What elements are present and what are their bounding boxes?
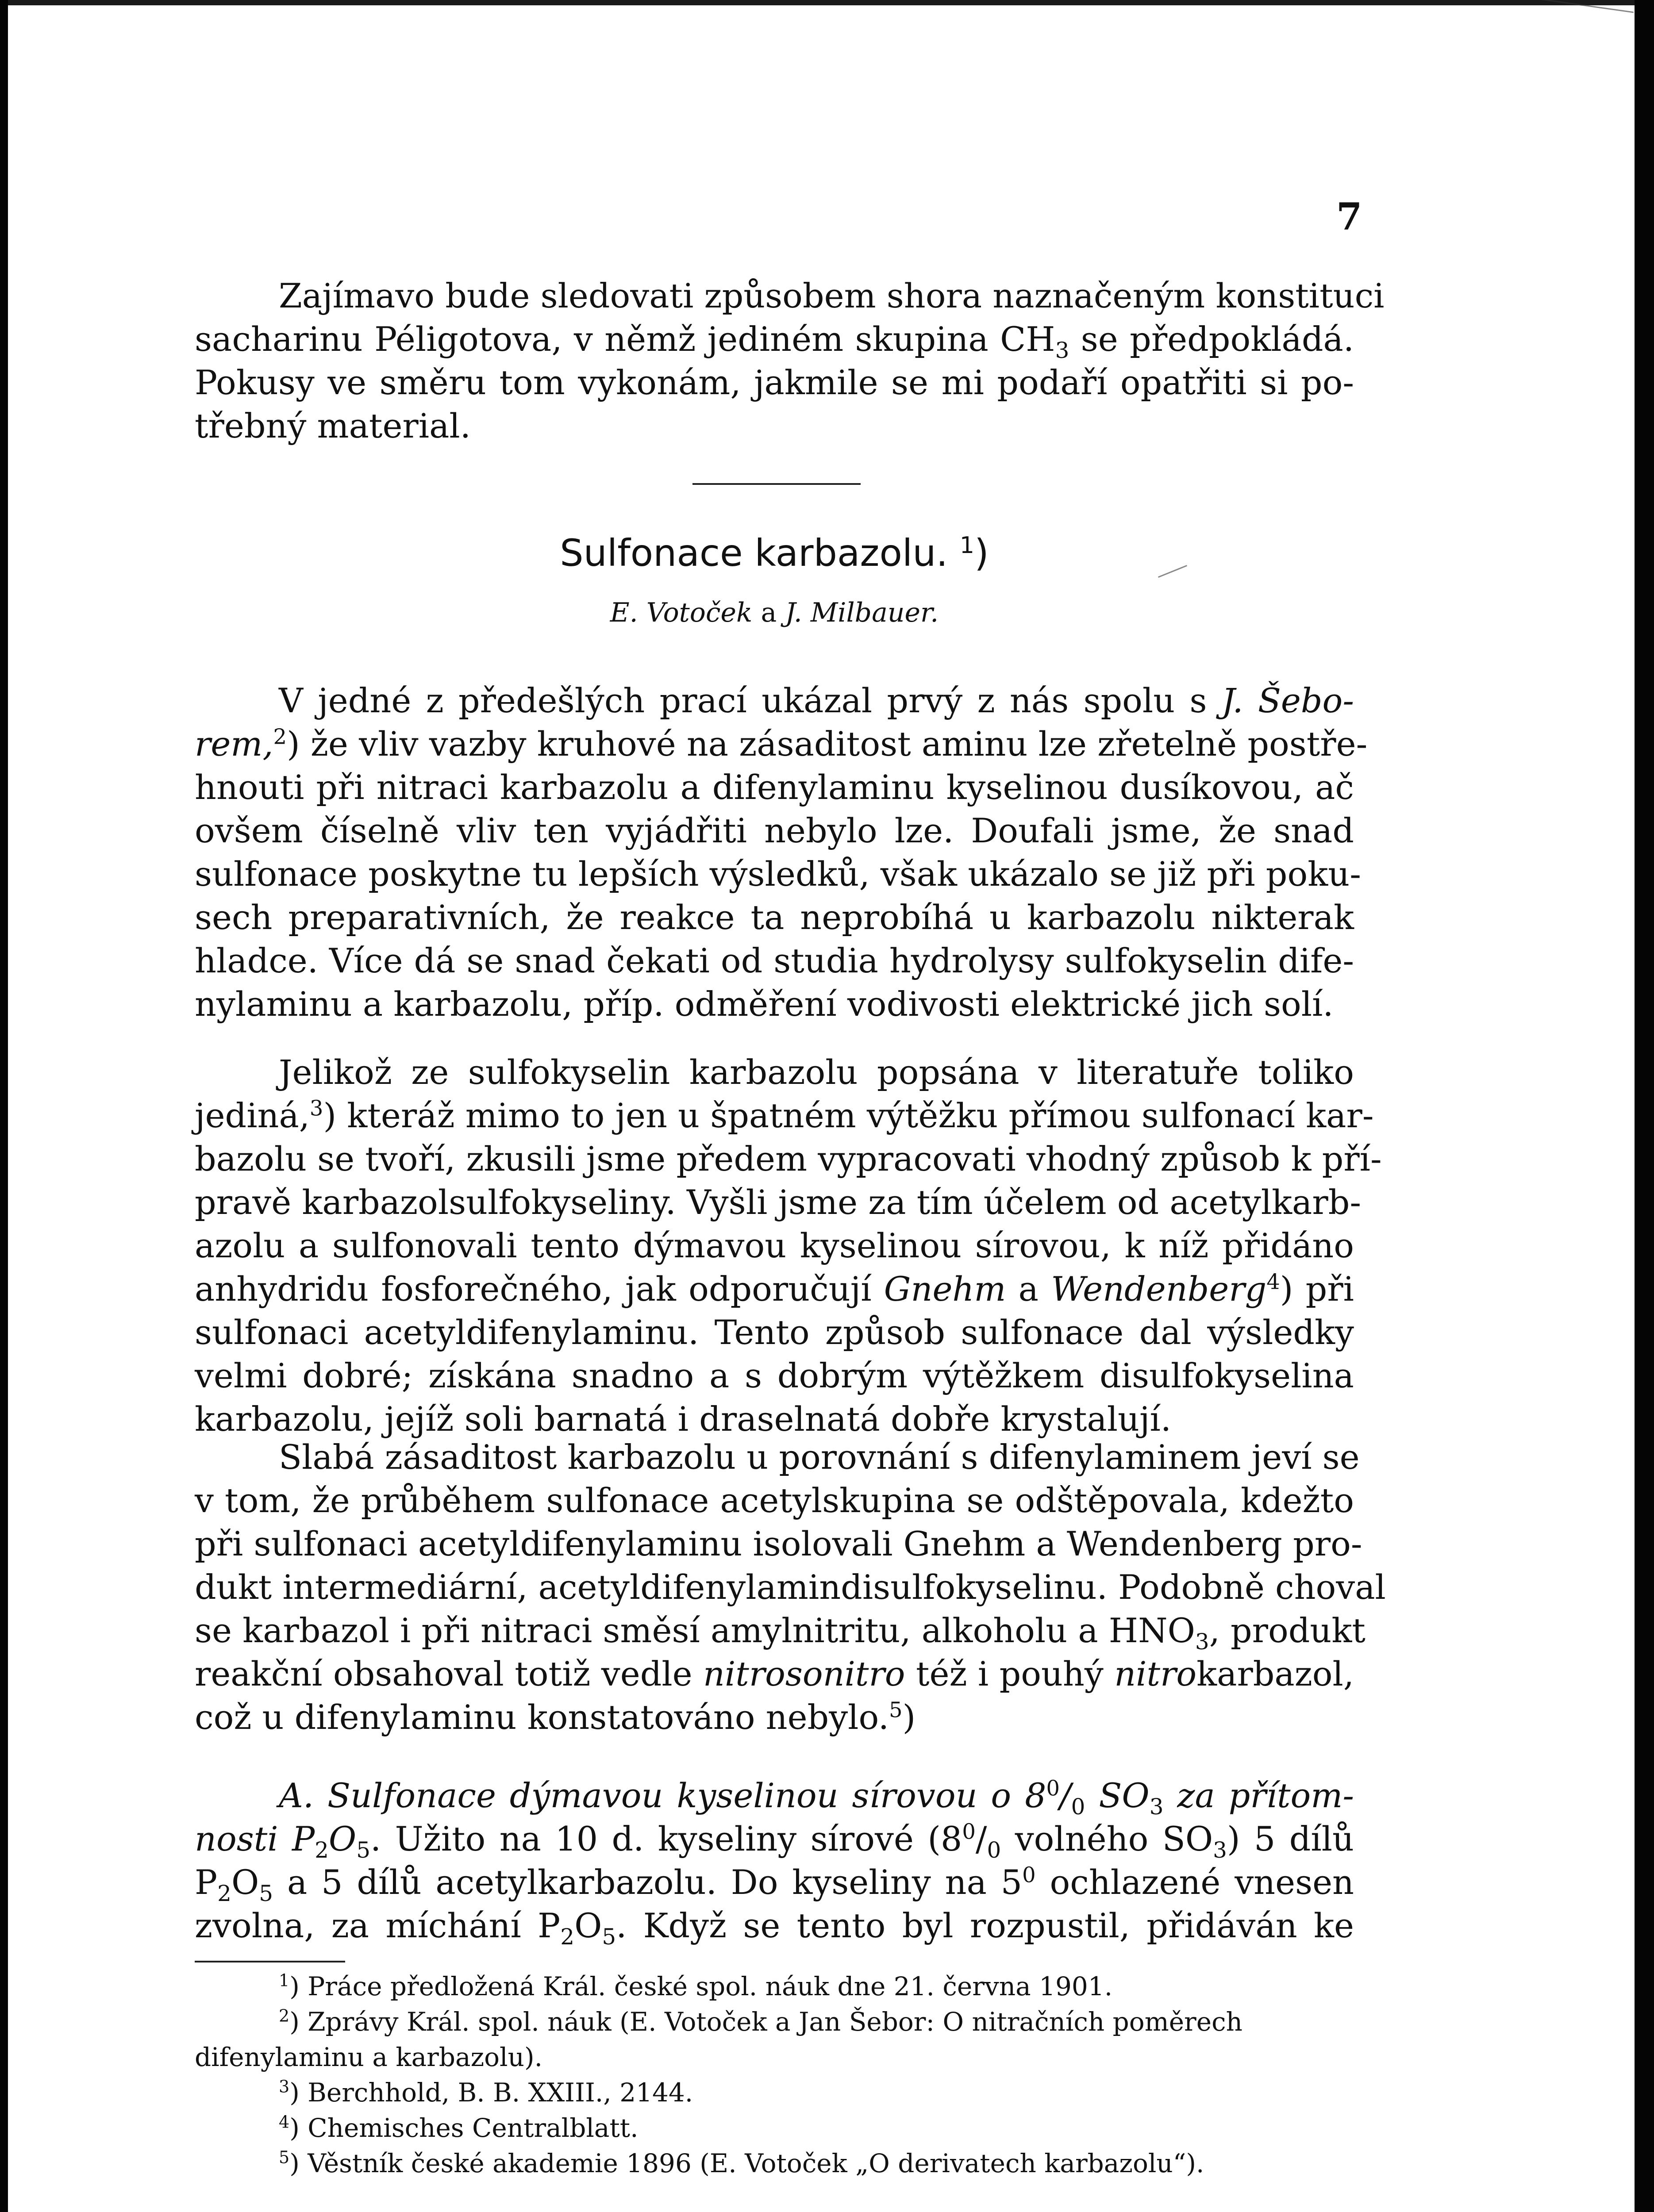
text-line: A. Sulfonace dýmavou kyselinou sírovou o $8^0/_0$ $SO_3$ za přítom- xyxy=(279,1776,1354,1820)
footnote: $^5$) Věstník české akademie 1896 (E. Votoček „O derivatech karbazolu“). xyxy=(279,2147,1204,2178)
text-line: nosti $P_2O_5$. Užito na 10 d. kyseliny sírové ($8^0/_0$ volného $SO_3$) 5 dílů xyxy=(195,1819,1354,1863)
scan-edge-left xyxy=(0,0,8,2212)
text-line: nylaminu a karbazolu, příp. odměření vodivosti elektrické jich solí. xyxy=(195,984,1334,1024)
authors-line: E. Votoček a J. Milbauer. xyxy=(610,597,939,628)
text-line: hnouti při nitraci karbazolu a difenylaminu kyselinou dusíkovou, ač xyxy=(195,768,1354,807)
footnote-continuation: difenylaminu a karbazolu). xyxy=(195,2042,543,2072)
text-line: karbazolu, jejíž soli barnatá i draselnatá dobře krystalují. xyxy=(195,1399,1172,1439)
text-line: jediná,$^3$) kteráž mimo to jen u špatném výtěžku přímou sulfonací kar- xyxy=(195,1096,1374,1135)
text-line: sech preparativních, že reakce ta neprobíhá u karbazolu nikterak xyxy=(195,898,1354,937)
footnote-divider xyxy=(195,1961,345,1962)
text-line: ovšem číselně vliv ten vyjádřiti nebylo lze. Doufali jsme, že snad xyxy=(195,811,1354,850)
section-divider xyxy=(692,483,861,485)
text-line: Zajímavo bude sledovati způsobem shora naznačeným konstituci xyxy=(279,276,1385,315)
text-line: zvolna, za míchání $P_2O_5$. Když se tento byl rozpustil, přidáván ke xyxy=(195,1906,1354,1950)
text-line: azolu a sulfonovali tento dýmavou kyselinou sírovou, k níž přidáno xyxy=(195,1226,1354,1265)
text-line: pravě karbazolsulfokyseliny. Vyšli jsme za tím účelem od acetylkarb- xyxy=(195,1183,1362,1222)
footnote: $^2$) Zprávy Král. spol. náuk (E. Votoček a Jan Šebor: O nitračních poměrech xyxy=(279,2006,1242,2037)
footnote: $^1$) Práce předložená Král. české spol. náuk dne 21. června 1901. xyxy=(279,1970,1113,2001)
author-name: E. Votoček xyxy=(610,597,753,628)
text-line: $P_2O_5$ a 5 dílů acetylkarbazolu. Do kyseliny na $5^0$ ochlazené vnesen xyxy=(195,1863,1354,1907)
paragraph xyxy=(195,1436,1386,1739)
footnote: $^3$) Berchhold, B. B. XXIII., 2144. xyxy=(279,2077,693,2108)
text-line: Jelikož ze sulfokyselin karbazolu popsána v literatuře toliko xyxy=(279,1052,1354,1092)
footnote: $^4$) Chemisches Centralblatt. xyxy=(279,2112,639,2143)
text-line: rem,$^2$) že vliv vazby kruhové na zásaditost aminu lze zřetelně postře- xyxy=(195,724,1368,764)
section-title: Sulfonace karbazolu. $^1$) xyxy=(560,531,989,575)
text-line: což u difenylaminu konstatováno nebylo.$^5$) xyxy=(195,1697,916,1737)
text-line: dukt intermediární, acetyldifenylamindisulfokyselinu. Podobně choval xyxy=(195,1567,1386,1607)
footnotes xyxy=(195,1969,1354,2181)
scan-edge-top xyxy=(0,0,1654,5)
text-line: V jedné z předešlých prací ukázal prvý z nás spolu s J. Šebo- xyxy=(279,681,1354,720)
text-line: bazolu se tvoří, zkusili jsme předem vypracovati vhodný způsob k pří- xyxy=(195,1139,1382,1179)
text-line: třebný material. xyxy=(195,406,471,445)
text-line: sulfonaci acetyldifenylaminu. Tento způsob sulfonace dal výsledky xyxy=(195,1313,1354,1352)
author-name: J. Milbauer. xyxy=(785,597,939,628)
scan-edge-right xyxy=(1635,0,1654,2212)
text-line: hladce. Více dá se snad čekati od studia hydrolysy sulfokyselin dife- xyxy=(195,941,1354,980)
intro-paragraph xyxy=(195,274,1385,448)
text-line: Pokusy ve směru tom vykonám, jakmile se mi podaří opatřiti si po- xyxy=(195,363,1354,402)
paragraph xyxy=(195,679,1368,1026)
text-line: při sulfonaci acetyldifenylaminu isolovali Gnehm a Wendenberg pro- xyxy=(195,1524,1362,1563)
text-line: anhydridu fosforečného, jak odporučují Gnehm a Wendenberg$^4$) při xyxy=(195,1269,1354,1309)
text-line: v tom, že průběhem sulfonace acetylskupina se odštěpovala, kdežto xyxy=(195,1481,1354,1520)
text-line: reakční obsahoval totiž vedle nitrosonitro též i pouhý nitrokarbazol, xyxy=(195,1654,1354,1694)
text-line: se karbazol i při nitraci směsí amylnitritu, alkoholu a $HNO_3$, produkt xyxy=(195,1611,1366,1655)
scan-corner-mark xyxy=(1528,0,1634,44)
text-line: sulfonace poskytne tu lepších výsledků, však ukázalo se již při poku- xyxy=(195,854,1361,894)
page-number: 7 xyxy=(1336,195,1362,238)
text-line: velmi dobré; získána snadno a s dobrým výtěžkem disulfokyselina xyxy=(195,1356,1354,1395)
text-line: Slabá zásaditost karbazolu u porovnání s difenylaminem jeví se xyxy=(279,1437,1360,1477)
text-line: sacharinu Péligotova, v němž jediném skupina $CH_3$ se předpokládá. xyxy=(195,319,1354,364)
paragraph xyxy=(195,1774,1354,1950)
paragraph xyxy=(195,1051,1382,1441)
